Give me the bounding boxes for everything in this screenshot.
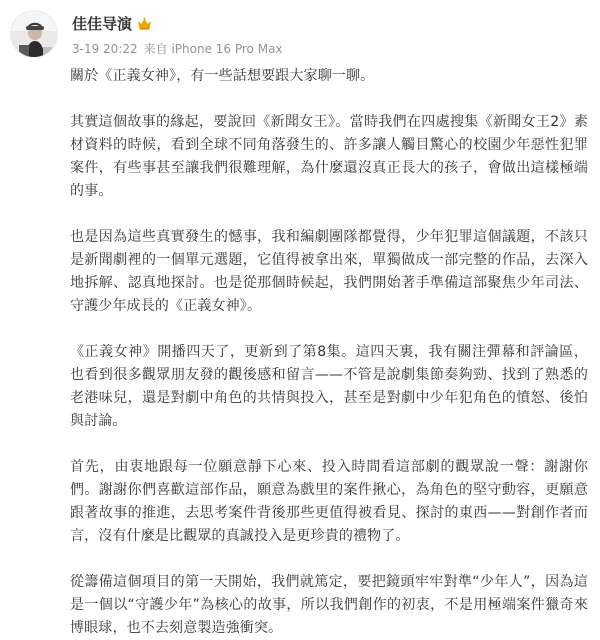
avatar[interactable]: [10, 10, 58, 58]
author-name[interactable]: 佳佳导演: [72, 14, 133, 33]
crown-icon: [137, 17, 152, 30]
post-meta: [72, 40, 289, 57]
post-source[interactable]: 来自 iPhone 16 Pro Max: [143, 42, 283, 56]
paragraph: 也是因為這些真實發生的憾事，我和編劇團隊都覺得，少年犯罪這個議題，不該只是新聞劇裡的一個單元選題，它值得被拿出來，單獨做成一部完整的作品，去深入地拆解、認真地探討。也是從那個時候起，我們開始著手準備這部聚焦少年司法、守護少年成長的《正義女神》。: [70, 229, 588, 314]
post-content: [70, 65, 588, 640]
paragraph: 首先，由衷地跟每一位願意靜下心來、投入時間看這部劇的觀眾說一聲：謝謝你們。謝謝你們喜歡這部作品，願意為戲里的案件揪心，為角色的堅守動容，更願意跟著故事的推進，去思考案件背後那些更值得被看見、探討的東西——對創作者而言，沒有什麼是比觀眾的真誠投入是更珍貴的禮物了。: [70, 459, 588, 544]
post-header: [10, 10, 590, 58]
paragraph: 其實這個故事的緣起，要說回《新聞女王》。當時我們在四處搜集《新聞女王2》素材資料的時候，看到全球不同角落發生的、許多讓人觸目驚心的校園少年惡性犯罪案件，有些事甚至讓我們很難理解，為什麼還沒真正長大的孩子，會做出這樣極端的事。: [70, 114, 588, 199]
paragraph: 從籌備這個項目的第一天開始，我們就篤定，要把鏡頭牢牢對準“少年人”，因為這是一個以“守護少年”為核心的故事，所以我們創作的初衷，不是用極端案件獵奇來博眼球，也不去刻意製造強衝突。: [70, 574, 588, 636]
author-line: [72, 13, 152, 33]
paragraph: 關於《正義女神》，有一些話想要跟大家聊一聊。: [70, 68, 375, 84]
paragraph: 《正義女神》開播四天了，更新到了第8集。這四天裏，我有關注彈幕和評論區，也看到很多觀眾朋友發的觀後感和留言——不管是說劇集節奏夠勁、找到了熟悉的老港味兒，還是對劇中角色的共情與投入，甚至是對劇中少年犯角色的憤怒、後怕與討論。: [70, 344, 588, 429]
post-date: 3-19 20:22: [72, 42, 138, 56]
